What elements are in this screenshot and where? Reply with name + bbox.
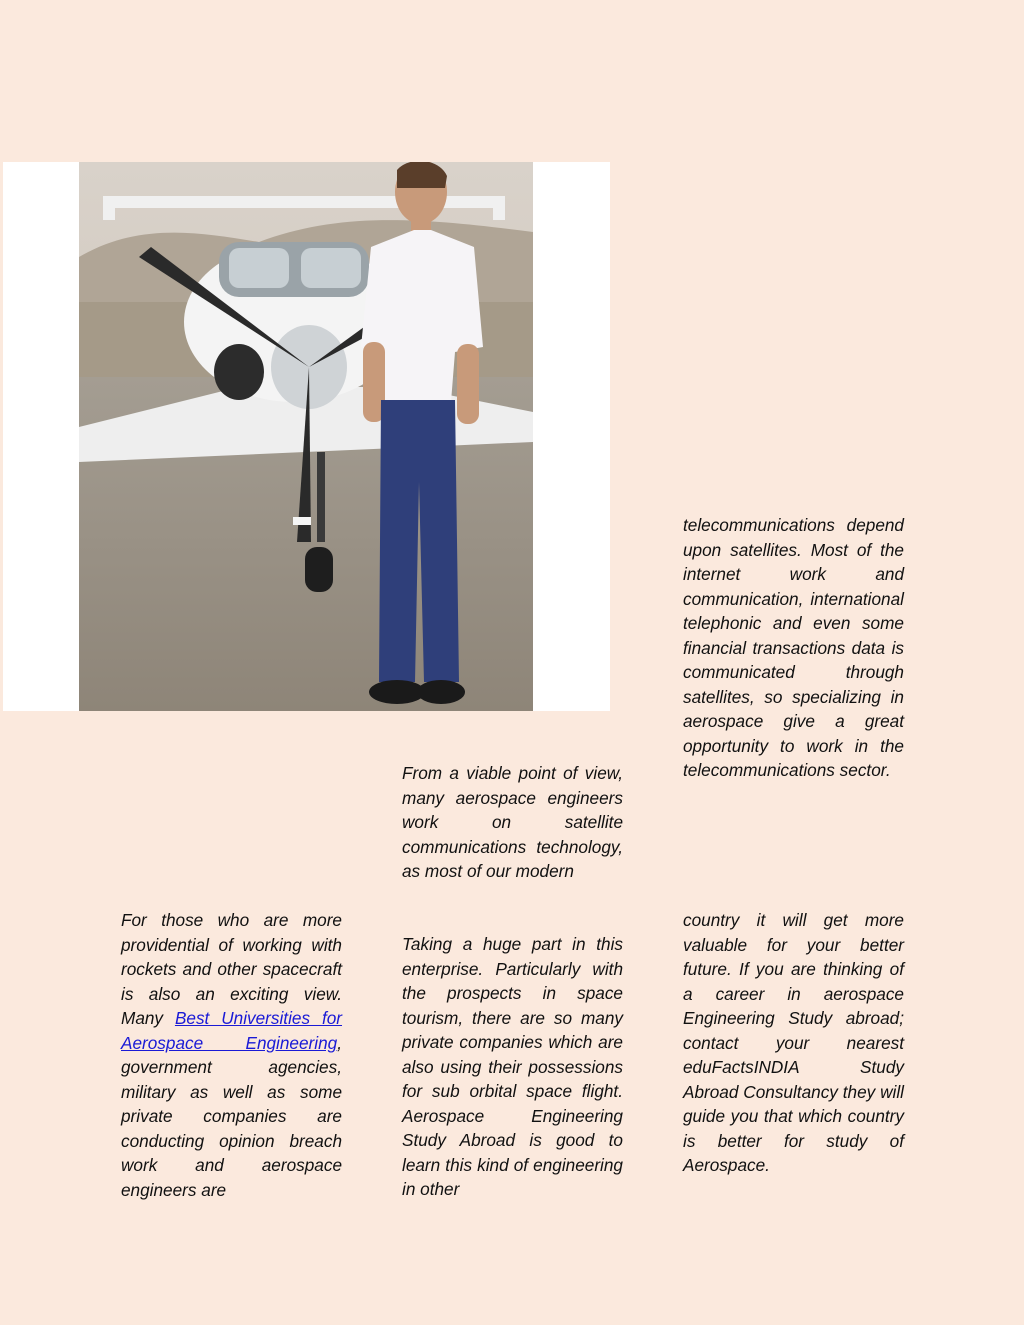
aircraft-photo-illustration — [79, 162, 533, 711]
aircraft-photo — [79, 162, 533, 711]
photo-frame — [3, 162, 610, 711]
text-column-left — [121, 908, 342, 1202]
text-column-right-top — [683, 513, 904, 783]
paragraph — [121, 908, 342, 1202]
text-segment: , government agencies, military as well as some private companies are conducting opinion breach work and aerospace engineers are — [121, 1032, 342, 1200]
paragraph: From a viable point of view, many aerospace engineers work on satellite communications technology, as most of our modern — [402, 763, 623, 881]
paragraph: country it will get more valuable for your better future. If you are thinking of a career in aerospace Engineering Study abroad; contact your nearest eduFactsINDIA Study Abroad Consultancy they will guide you that which country is better for study of Aerospace. — [683, 910, 904, 1175]
paragraph: telecommunications depend upon satellites. Most of the internet work and communication, international telephonic and even some financial transactions data is communicated through satellites, so specializing in aerospace give a great opportunity to work in the telecommunications sector. — [683, 515, 904, 780]
paragraph: Taking a huge part in this enterprise. Particularly with the prospects in space tourism, there are so many private companies which are also using their possessions for sub orbital space flight. Aerospace Engineering Study Abroad is good to learn this kind of engineering in other — [402, 934, 623, 1199]
best-universities-link[interactable]: Best Universities for Aerospace Engineering — [121, 1008, 343, 1053]
text-column-middle-top — [402, 761, 623, 884]
text-column-right-bottom — [683, 908, 904, 1178]
text-column-middle-bottom — [402, 932, 623, 1202]
text-segment: For those who are more providential of working with rockets and other spacecraft is also an exciting view. Many — [121, 910, 342, 1028]
